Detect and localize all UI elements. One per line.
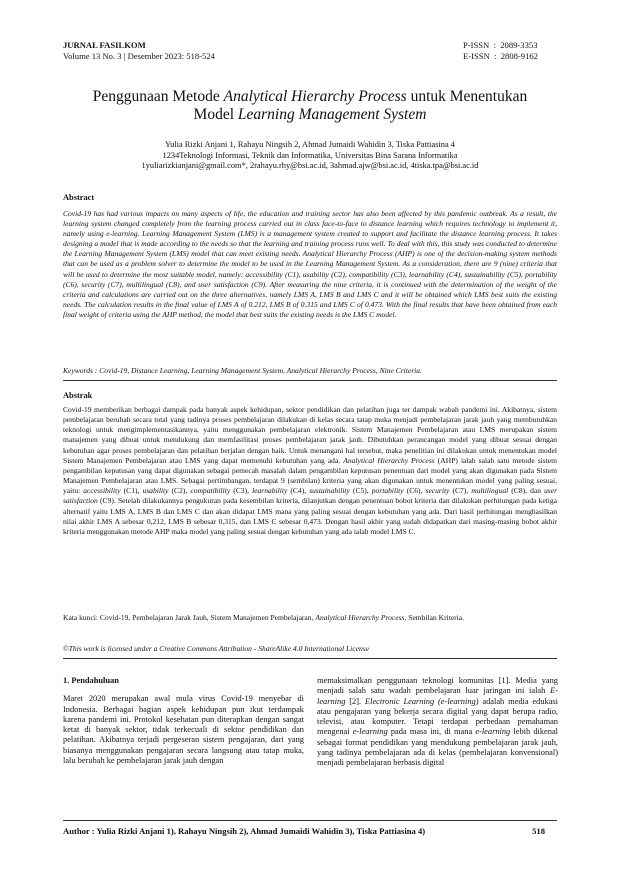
journal-header-left [63,40,215,61]
kata-kunci-end: , Sembilan Kriteria. [404,613,465,622]
paper-title [63,88,557,124]
keywords-indonesian [63,613,557,623]
abstrak-text: (C1), [120,486,143,496]
author-names: Yulia Rizki Anjani 1, Rahayu Ningsih 2, Ahmad Jumaidi Wahidin 3, Tiska Pattiasina 4 [165,140,455,149]
abstract-english: Covid-19 has had various impacts on many aspects of life, the education and training sector has also been affected by this pandemic outbreak. As a result, the learning system changed completely from the learning process carried out in class face-to-face to distance learning which requires technology to implement it, namely using e-learning. Learning Management System (LMS) is a management system created to support and facilitate the distance learning process. It takes designing a model that is made according to the needs so that the learning and training process runs well. To deal with this, this study was conducted to determine the Learning Management System (LMS) model that can meet existing needs. Analytical Hierarchy Process (AHP) is one of the decision-making system methods that can be used as a problem solver to determine the model to be used in the Learning Management System. As a consideration, there are 9 (nine) criteria that will be used to determine the most suitable model, namely: accessibility (C1), usability (C2), compatibility (C3), learnability (C4), sustainability (C5), portability (C6), security (C7), multilingual (C8), and user satisfaction (C9). After measuring the nine criteria, it is continued with the determination of the weight of the criteria and calculations are carried out on the three alternatives, namely LMS A, LMS B and LMS C and it will be obtained which LMS best suits the existing needs. The calculation results in the final value of LMS A of 0.212, LMS B of 0.315 and LMS C of 0.473. With the final results that have been obtained from each final weight of criteria using the AHP method, the model that best suits the existing needs is the LMS C model. [63,209,557,319]
divider [63,658,557,659]
intro-text: memaksimalkan penggunaan teknologi komunitas [1]. Media yang menjadi salah satu wadah pembelajaran luar jaringan ini ialah [317,676,558,696]
criterion-c7: security [425,486,450,496]
kata-kunci-list: Covid-19, Pembelajaran Jarak Jauh, Sistem Manajemen Pembelajaran, [98,613,316,622]
page-number: 518 [532,826,545,836]
intro-text: pada masa ini, di mana [387,727,476,737]
abstrak-text: (C2), [168,486,191,496]
footer-label: Author : [63,826,97,836]
journal-volume: Volume 13 No. 3 | Desember 2023: 518-524 [63,50,215,61]
abstrak-text: Covid-19 memberikan berbagai dampak pada banyak aspek kehidupan, sektor pendidikan dan pelatihan juga ter dampak wabah pandemi ini. Akibatnya, sistem pembelajaran berubah secara total yang tadinya proses pembelajaran dilakukan di kelas secara tatap muka menjadi pembelajaran jarak jauh yang membutuhkan teknologi untuk mengimplementasikannya, yaitu menggunakan pembelajaran elektronik. Sistem Manajemen Pembelajaran atau LMS merupakan sistem manajemen yang dibuat untuk mendukung dan memfasilitasi proses pembelajaran jarak jauh. Dibutuhkan perancangan model yang dibuat sesuai dengan kebutuhan agar proses pembelajaran dan pelatihan berjalan dengan baik. Untuk menangani hal tersebut, maka penelitian ini dilakukan untuk menentukan model Sistem Manajemen Pembelajaran atau LMS yang dapat memenuhi kebutuhan yang ada. [63,405,557,465]
intro-paragraph-continued [317,676,558,769]
intro-text: lebih dikenal sebagai format pendidikan yang mendukung pembelajaran jarak jauh, yang tadinya pembelajaran ada di kelas (pembelajaran konvensional) menjadi pembelajaran berbasis digital [317,727,558,768]
footer-authors: Yulia Rizki Anjani 1), Rahayu Ningsih 2), Ahmad Jumaidi Wahidin 3), Tiska Pattiasina 4) [96,826,426,836]
title-part: Penggunaan Metode [92,88,224,105]
page-footer [63,826,557,836]
intro-italic: e-learning [352,727,388,737]
abstrak-text: (AHP) ialah salah satu metode sistem pengambilan keputusan yang dapat digunakan sebagai pemecah masalah dalam pengambilan keputusan penentuan dari model yang akan digunakan pada Sistem Manajemen Pembelajaran atau LMS. Sebagai pertimbangan, terdapat 9 (sembilan) kriteria yang akan digunakan untuk menentukan model yang paling sesuai, yaitu: [63,455,558,496]
title-italic: Analytical Hierarchy Process [223,88,407,105]
keywords-list: Covid-19, Distance Learning, Learning Management System, Analytical Hierarchy Process, Nine Criteria. [97,366,422,375]
intro-text: adalah media edukasi atau pengajaran yang bekerja secara digital yang dapat berupa radio, televisi, atau komputer. Tetapi terdapat perbedaan pemahaman mengenai [317,696,559,737]
intro-italic: e-learning [475,727,511,737]
criterion-c6: portability [371,486,404,496]
abstract-indonesian [63,405,557,537]
abstract-heading: Abstract [63,193,95,202]
abstrak-text: (C4), [287,486,310,496]
intro-italic: Electronic Learning (e-learning) [365,696,479,706]
abstrak-text: (C3), [230,486,253,496]
criterion-c3: compatibility [190,486,231,496]
keywords-label: Keywords : [63,366,98,375]
kata-kunci-label: Kata kunci: [63,613,98,622]
abstrak-text: (C9). Setelah dilakukannya pengukuran pada kesembilan kriteria, dilanjutkan dengan penentuan bobot kriteria dan dilakukan perhitungan pada ketiga alternatif yaitu LMS A, LMS B dan LMS C dan akan didapat LMS mana yang paling sesuai dengan kebutuhan yang ada. Dari hasil perhitungan menghasilkan nilai akhir LMS A sebesar 0,212, LMS B sebesar 0,315, dan LMS C sebesar 0,473. Dengan hasil akhir yang sudah didapatkan dari masing-masing bobot akhir kriteria menggunakan metode AHP maka model yang paling sesuai dengan kebutuhan yang ada ialah model LMS C. [63,496,557,536]
author-block [63,140,557,172]
abstrak-text: (C5), [349,486,372,496]
intro-heading: 1. Pendahuluan [63,676,119,685]
intro-left-column [63,676,304,766]
abstrak-text: (C8), dan [508,486,545,496]
intro-italic: E-learning [317,686,558,706]
criterion-c4: learnability [252,486,288,496]
license-note: ©This work is licensed under a Creative Commons Attribution - ShareAlike 4.0 International License [63,644,370,653]
title-part: Model [193,106,238,123]
keywords-english [63,366,557,375]
journal-name: JURNAL FASILKOM [63,40,146,50]
intro-right-column [317,676,558,769]
author-emails: 1yuliarizkianjani@gmail.com*, 2rahayu.rhy@bsi.ac.id, 3ahmad.ajw@bsi.ac.id, 4tiska.tpa@bsi.ac.id [141,161,479,170]
abstrak-heading: Abstrak [63,391,93,400]
abstrak-text: (C6), [403,486,426,496]
title-part: untuk Menentukan [406,88,528,105]
eissn: E-ISSN : 2808-9162 [463,50,538,61]
abstrak-text: (C7), [449,486,472,496]
abstrak-italic: Analytical Hierarchy Process [343,455,435,465]
journal-header-right [463,40,538,61]
criterion-c1: accessibility [83,486,121,496]
pissn: P-ISSN : 2089-3353 [463,40,538,50]
criterion-c8: multilingual [471,486,509,496]
intro-paragraph: Maret 2020 merupakan awal mula virus Covid-19 menyebar di Indonesia. Berbagai bagian aspek kehidupan pun ikut terdampak karena pandemi ini. Protokol kesehatan pun diterapkan dengan sangat ketat di banyak sektor, tidak terkecuali di sektor pendidikan dan pelatihan. Akibatnya terjadi pergeseran sistem pengajaran, dari yang biasanya menggunakan pengajaran secara langsung atau tatap muka, lalu berubah ke pembelajaran jarak jauh dengan [63,694,304,766]
intro-text: [2]. [345,696,365,706]
criterion-c2: usability [142,486,169,496]
kata-kunci-italic: Analytical Hierarchy Process [315,613,405,622]
criterion-c9: user satisfaction [63,486,558,506]
author-affiliation: 1234Teknologi Informasi, Teknik dan Informatika, Universitas Bina Sarana Informatika [162,150,458,160]
title-italic: Learning Management System [237,106,427,123]
divider [63,380,557,381]
footer-divider [63,820,557,821]
criterion-c5: sustainability [309,486,350,496]
